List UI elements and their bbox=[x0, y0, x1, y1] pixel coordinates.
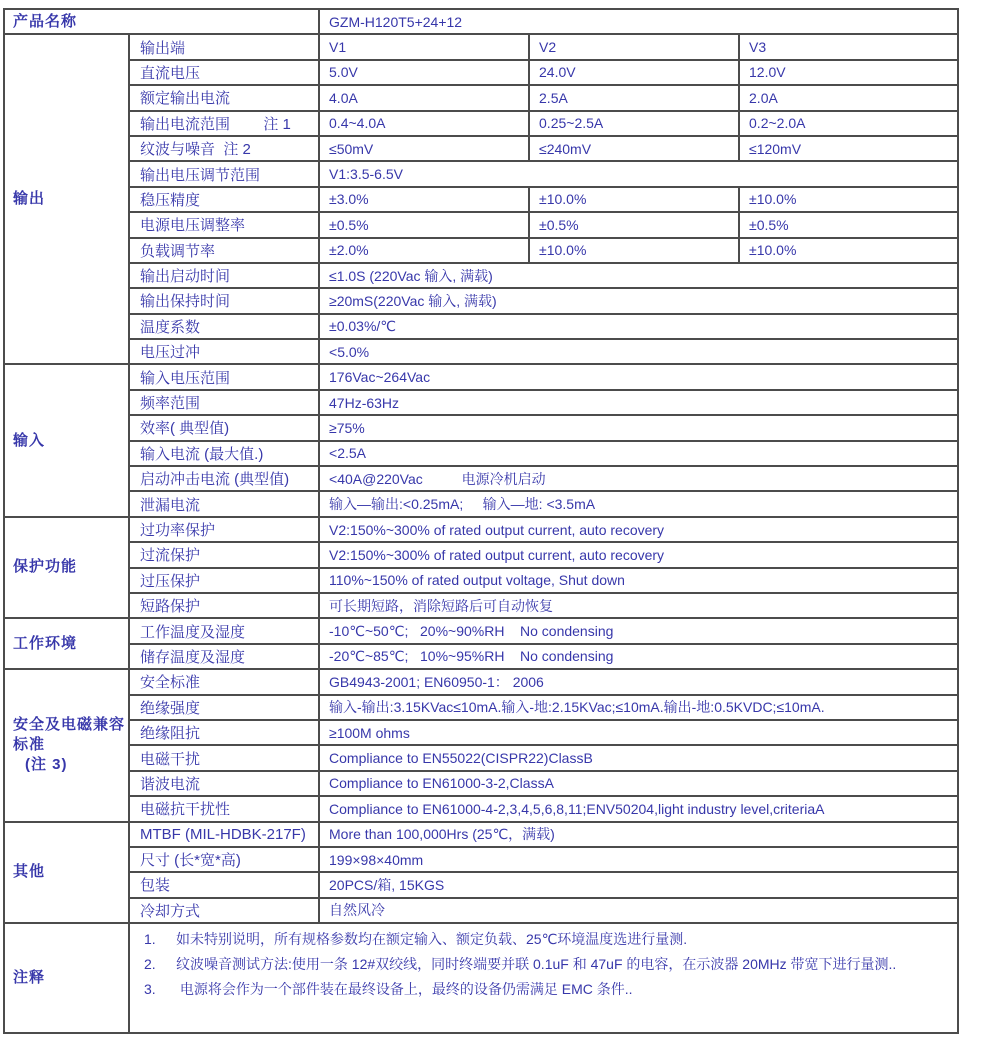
param-cell: 绝缘阻抗 bbox=[129, 720, 319, 745]
table-row bbox=[4, 898, 958, 923]
table-row bbox=[4, 517, 958, 542]
note-text: 电源将会作为一个部件装在最终设备上，最终的设备仍需满足 EMC 条件.. bbox=[176, 981, 633, 998]
table-row bbox=[4, 669, 958, 694]
param-cell: 储存温度及湿度 bbox=[129, 644, 319, 669]
table-row bbox=[4, 796, 958, 821]
param-cell: 包装 bbox=[129, 872, 319, 897]
value-cell: V2:150%~300% of rated output current, auto recovery bbox=[319, 517, 958, 542]
value-cell: -20℃~85℃; 10%~95%RH No condensing bbox=[319, 644, 958, 669]
note-line bbox=[144, 977, 949, 1002]
table-row bbox=[4, 339, 958, 364]
param-cell: 温度系数 bbox=[129, 314, 319, 339]
value-cell: V3 bbox=[739, 34, 958, 59]
value-cell: ±10.0% bbox=[529, 187, 739, 212]
table-row bbox=[4, 771, 958, 796]
table-row bbox=[4, 212, 958, 237]
section-label-cell bbox=[4, 923, 129, 1033]
product-name-label: 产品名称 bbox=[4, 9, 319, 34]
param-cell: 输出启动时间 bbox=[129, 263, 319, 288]
value-cell: 4.0A bbox=[319, 85, 529, 110]
table-row bbox=[4, 568, 958, 593]
table-row bbox=[4, 542, 958, 567]
param-cell: 输出电流范围 注 1 bbox=[129, 111, 319, 136]
table-row bbox=[4, 364, 958, 389]
value-cell: V2 bbox=[529, 34, 739, 59]
param-cell: 安全标准 bbox=[129, 669, 319, 694]
section-label-note: (注 3) bbox=[25, 756, 68, 774]
section-label-cell bbox=[4, 669, 129, 821]
section-label: 工作环境 bbox=[13, 634, 78, 652]
value-cell: 12.0V bbox=[739, 60, 958, 85]
table-row bbox=[4, 85, 958, 110]
value-cell: 自然风冷 bbox=[319, 898, 958, 923]
param-cell: 输出端 bbox=[129, 34, 319, 59]
value-cell: ±0.5% bbox=[319, 212, 529, 237]
param-cell: 输入电流 (最大值.) bbox=[129, 441, 319, 466]
value-cell: ±0.5% bbox=[529, 212, 739, 237]
table-row bbox=[4, 593, 958, 618]
table-row bbox=[4, 314, 958, 339]
table-row bbox=[4, 872, 958, 897]
param-cell: 效率( 典型值) bbox=[129, 415, 319, 440]
param-cell: 电磁干扰 bbox=[129, 745, 319, 770]
param-cell: 输出保持时间 bbox=[129, 288, 319, 313]
section-label: 保护功能 bbox=[13, 558, 78, 576]
section-label-cell bbox=[4, 34, 129, 364]
value-cell: ≥100M ohms bbox=[319, 720, 958, 745]
value-cell: More than 100,000Hrs (25℃，满载) bbox=[319, 822, 958, 847]
param-cell: 频率范围 bbox=[129, 390, 319, 415]
param-cell: 额定输出电流 bbox=[129, 85, 319, 110]
param-cell: 谐波电流 bbox=[129, 771, 319, 796]
value-cell: Compliance to EN55022(CISPR22)ClassB bbox=[319, 745, 958, 770]
section-label: 输入 bbox=[13, 431, 46, 449]
value-cell: ≤50mV bbox=[319, 136, 529, 161]
value-cell: ≤240mV bbox=[529, 136, 739, 161]
table-row bbox=[4, 441, 958, 466]
table-row bbox=[4, 466, 958, 491]
section-label-cell bbox=[4, 364, 129, 516]
value-cell: <5.0% bbox=[319, 339, 958, 364]
note-number: 1. bbox=[144, 931, 156, 948]
value-cell: ±0.03%/℃ bbox=[319, 314, 958, 339]
table-row bbox=[4, 288, 958, 313]
value-cell: 176Vac~264Vac bbox=[319, 364, 958, 389]
value-cell: ≤1.0S (220Vac 输入, 满载) bbox=[319, 263, 958, 288]
value-cell: ≤120mV bbox=[739, 136, 958, 161]
table-row bbox=[4, 187, 958, 212]
param-cell: 过压保护 bbox=[129, 568, 319, 593]
value-cell: ±10.0% bbox=[739, 187, 958, 212]
param-cell: 纹波与噪音 注 2 bbox=[129, 136, 319, 161]
value-cell: ±2.0% bbox=[319, 238, 529, 263]
note-line bbox=[144, 927, 949, 952]
param-cell: 泄漏电流 bbox=[129, 491, 319, 516]
value-cell: GB4943-2001; EN60950-1： 2006 bbox=[319, 669, 958, 694]
value-cell: Compliance to EN61000-4-2,3,4,5,6,8,11;ENV50204,light industry level,criteriaA bbox=[319, 796, 958, 821]
section-label: 注释 bbox=[13, 968, 46, 986]
value-cell: 输入—输出:<0.25mA; 输入—地: <3.5mA bbox=[319, 491, 958, 516]
param-cell: MTBF (MIL-HDBK-217F) bbox=[129, 822, 319, 847]
value-cell: 可长期短路，消除短路后可自动恢复 bbox=[319, 593, 958, 618]
table-row bbox=[4, 238, 958, 263]
value-cell: 5.0V bbox=[319, 60, 529, 85]
param-cell: 电压过冲 bbox=[129, 339, 319, 364]
value-cell: V2:150%~300% of rated output current, auto recovery bbox=[319, 542, 958, 567]
note-number: 2. bbox=[144, 956, 156, 973]
note-text: 如未特别说明，所有规格参数均在额定输入、额定负载、25℃环境温度选进行量测. bbox=[176, 931, 688, 948]
table-row bbox=[4, 695, 958, 720]
note-text: 纹波噪音测试方法:使用一条 12#双绞线，同时终端要并联 0.1uF 和 47uF 的电容，在示波器 20MHz 带宽下进行量测.. bbox=[176, 956, 897, 973]
param-cell: 直流电压 bbox=[129, 60, 319, 85]
section-label-cell bbox=[4, 822, 129, 924]
notes-cell bbox=[129, 923, 958, 1033]
value-cell: 0.4~4.0A bbox=[319, 111, 529, 136]
product-name-value: GZM-H120T5+24+12 bbox=[319, 9, 958, 34]
value-cell: ±3.0% bbox=[319, 187, 529, 212]
value-cell: ±10.0% bbox=[529, 238, 739, 263]
value-cell: 110%~150% of rated output voltage, Shut down bbox=[319, 568, 958, 593]
value-cell: 20PCS/箱, 15KGS bbox=[319, 872, 958, 897]
value-cell: 0.25~2.5A bbox=[529, 111, 739, 136]
value-cell: <2.5A bbox=[319, 441, 958, 466]
value-cell: 47Hz-63Hz bbox=[319, 390, 958, 415]
section-label: 安全及电磁兼容标准 bbox=[13, 715, 126, 754]
param-cell: 过功率保护 bbox=[129, 517, 319, 542]
table-row bbox=[4, 390, 958, 415]
value-cell: V1 bbox=[319, 34, 529, 59]
table-row bbox=[4, 822, 958, 847]
param-cell: 过流保护 bbox=[129, 542, 319, 567]
section-label: 其他 bbox=[13, 863, 46, 881]
param-cell: 输入电压范围 bbox=[129, 364, 319, 389]
table-row bbox=[4, 263, 958, 288]
param-cell: 绝缘强度 bbox=[129, 695, 319, 720]
param-cell: 冷却方式 bbox=[129, 898, 319, 923]
value-cell: 输入-输出:3.15KVac≤10mA.输入-地:2.15KVac;≤10mA.输出-地:0.5KVDC;≤10mA. bbox=[319, 695, 958, 720]
value-cell: V1:3.5-6.5V bbox=[319, 161, 958, 186]
value-cell: 2.0A bbox=[739, 85, 958, 110]
table-row bbox=[4, 34, 958, 59]
table-row bbox=[4, 745, 958, 770]
table-row bbox=[4, 720, 958, 745]
value-cell: 199×98×40mm bbox=[319, 847, 958, 872]
value-cell: ≥20mS(220Vac 输入, 满载) bbox=[319, 288, 958, 313]
table-row bbox=[4, 618, 958, 643]
table-row bbox=[4, 491, 958, 516]
param-cell: 稳压精度 bbox=[129, 187, 319, 212]
value-cell: ±10.0% bbox=[739, 238, 958, 263]
table-row bbox=[4, 111, 958, 136]
table-row bbox=[4, 923, 958, 1033]
table-row bbox=[4, 847, 958, 872]
table-row bbox=[4, 644, 958, 669]
param-cell: 工作温度及湿度 bbox=[129, 618, 319, 643]
param-cell: 短路保护 bbox=[129, 593, 319, 618]
table-row bbox=[4, 161, 958, 186]
value-cell: ≥75% bbox=[319, 415, 958, 440]
note-line bbox=[144, 952, 949, 977]
param-cell: 尺寸 (长*宽*高) bbox=[129, 847, 319, 872]
value-cell: -10℃~50℃; 20%~90%RH No condensing bbox=[319, 618, 958, 643]
value-cell: <40A@220Vac 电源冷机启动 bbox=[319, 466, 958, 491]
table-row bbox=[4, 136, 958, 161]
value-cell: ±0.5% bbox=[739, 212, 958, 237]
param-cell: 启动冲击电流 (典型值) bbox=[129, 466, 319, 491]
section-label-cell bbox=[4, 618, 129, 669]
value-cell: 0.2~2.0A bbox=[739, 111, 958, 136]
param-cell: 负载调节率 bbox=[129, 238, 319, 263]
value-cell: 2.5A bbox=[529, 85, 739, 110]
table-row bbox=[4, 9, 958, 34]
section-label: 输出 bbox=[13, 190, 46, 208]
spec-table bbox=[3, 8, 959, 1034]
value-cell: Compliance to EN61000-3-2,ClassA bbox=[319, 771, 958, 796]
note-number: 3. bbox=[144, 981, 156, 998]
param-cell: 电磁抗干扰性 bbox=[129, 796, 319, 821]
param-cell: 输出电压调节范围 bbox=[129, 161, 319, 186]
param-cell: 电源电压调整率 bbox=[129, 212, 319, 237]
value-cell: 24.0V bbox=[529, 60, 739, 85]
table-row bbox=[4, 60, 958, 85]
section-label-cell bbox=[4, 517, 129, 619]
table-row bbox=[4, 415, 958, 440]
